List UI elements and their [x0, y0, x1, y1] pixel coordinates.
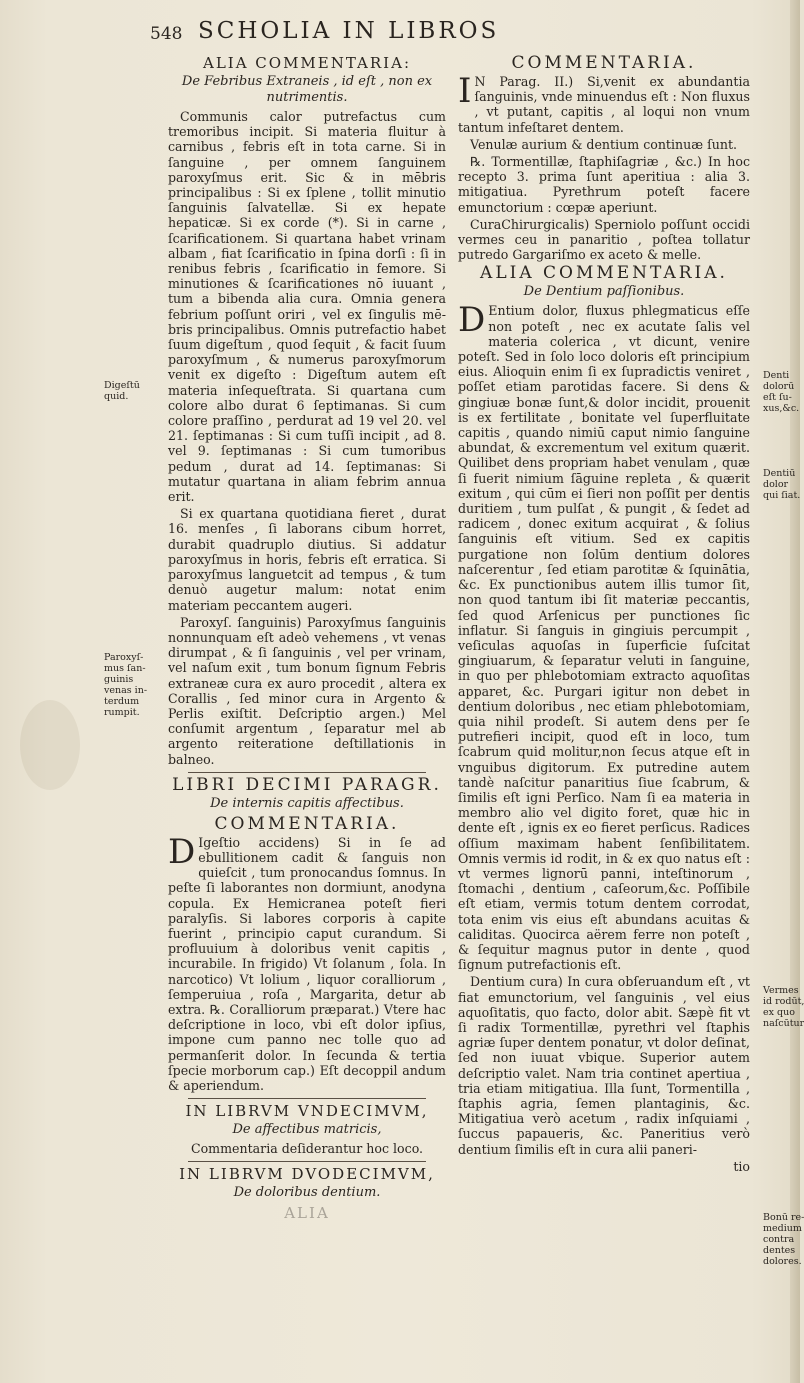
margin-line: dentes — [763, 1245, 796, 1256]
paragraph: Communis calor putrefactus cum tremoribus incipit. Si materia fluitur à carnibus , febris eſt in tota carne. Si in ſanguine , per omnem ſanguinem paroxyſmus erit. Sic & in mēbris principalibus : Si ex ſplene , tollit minutio ſanguinis ſalvatellæ. Si ex hepate hepaticæ. Si ex corde (*). Si in carne , ſcarificationem. Si quartana habet vrinam albam , fiat ſcarificatio in ſpina dorſi : ſi in renibus febris , ſcarificatio in femore. Si minutiones & ſcarificationes nō iuuant , tum a bibenda alia cura. Omnia genera febrium poſſunt oriri , vel ex ſingulis mēbris principalibus. Omnis putrefactio habet ſuum digeſtum , quod ſequit , & facit ſuum paroxyſmum , & numerus paroxyſmorum venit ex digeſto : Digeſtum autem eſt materia inſequeſtrata. Si quartana cum colore albo durat 6 ſeptimanas. Si cum colore praſſino , perdurat ad 19 vel 20. vel 21. ſeptimanas : Si cum tuſſi incipit , ad 8. vel 9. ſeptimanas : Si cum tumoribus pedum , durat ad 14. ſeptimanas: Si mutatur quartana in aliam febrim annua erit. — [168, 109, 446, 505]
paper-stain — [20, 700, 80, 790]
paragraph: Venulæ aurium & dentium continuæ ſunt. — [470, 136, 738, 152]
margin-line: Bonū re- — [763, 1212, 804, 1223]
right-column — [458, 52, 750, 1176]
section-heading: IN LIBRVM VNDECIMVM, — [185, 1102, 429, 1121]
margin-line: Dentiū — [763, 468, 796, 479]
margin-note — [763, 985, 804, 1029]
margin-line: terdum — [104, 696, 140, 707]
margin-line: Paroxyſ- — [104, 652, 144, 663]
paragraph: ℞. Tormentillæ, ſtaphiſagriæ , &c.) In hoc recepto 3. prima ſunt aperitiua : alia 3. mitigatiua. Pyrethrum poteſt facere emunctorium : cœpæ aperiunt. — [458, 154, 750, 215]
page-header — [150, 18, 750, 52]
section-subheading: De affectibus matricis, — [232, 1122, 382, 1138]
divider — [188, 1098, 426, 1099]
margin-line: dolorū — [763, 381, 795, 392]
margin-line: medium — [763, 1223, 802, 1234]
margin-line: ex quo — [763, 1007, 795, 1018]
paragraph: CuraChirurgicalis) Sperniolo poſſunt occidi vermes ceu in panaritio , poſtea tollatur putredo Gargariſmo ex aceto & melle. — [458, 216, 750, 263]
margin-note — [104, 380, 140, 402]
paragraph-text: Entium dolor, fluxus phlegmaticus eſſe non poteſt , nec ex acutate ſalis vel materia colerica , vt dicunt, venire poteſt. Sed in ſolo loco doloris eſt principium eius. Alioquin enim ſi ex ſupradictis veniret , poſſet etiam parotidas facere. Si dens & gingiuæ bonæ ſunt,& dolor incidit, prouenit is ex fertilitate , bonitate vel ſuperfluitate capitis , quando nimiū caput nimio ſanguine abundat, & excrementum vel exitum quærit. Quilibet dens propriam habet venulam , quæ ſi fuerit nimium ſāguine repleta , & quærit exitum , qui cūm ei ſieri non poſſit per dentis duritiem , tum pulſat , & pungit , & ſedet ad radicem , donec exitum acquirat , & ſolius ſanguinis eſt vitium. Sed ex capitis purgatione non ſolūm dentium dolores naſcerentur , ſed etiam parotitæ & ſquinātia, &c. Ex punctionibus autem illis tumor ſit, non quod tantum ibi ſit materiæ peccantis, ſed quod Arſenicus per punctiones ſic inflatur. Si ſanguis in gingiuis percumpit , veſiculas aquoſas in ſuperficie ſuſcitat gingiuarum, & ſeparatur veluti in ſanguine, in quo per phlebotomiam extracto aquoſitas apparet, &c. Purgari igitur non debet in dentium doloribus , nec etiam phlebotomiam, quia nihil prodeſt. Si autem dens per ſe putrefieri incipit, quod eſt in loco, tum ſcabrum quid molitur,non ſecus atque eſt in vnguibus digitorum. Ex putredine autem tandè naſcitur panaritius ſiue ſcabrum, & ſimilis eſt igni Perſico. Nam ſi ea materia in membro alio vel digito foret, quæ hic in dente eſt , ignis ex eo fieret perſicus. Radices oſſium maximam habent ſenſibilitatem. Omnis vermis id rodit, in & ex quo natus eſt : vt vermes lignorū panni, inteſtinorum , ſtomachi , dentium , caſeorum,&c. Poſſibile eſt etiam, vermis totum dentem corrodat, tota enim vis eius eſt abundans acuitas & caliditas. Quocirca aërem ferre non poteſt , & ſequitur magnus putor in dente , quod ſignum putrefactionis eſt. — [458, 303, 750, 973]
paragraph — [458, 71, 750, 135]
paragraph-text: Igeſtio accidens) Si in ſe ad ebullitionem cadit & ſanguis non quieſcit , tum pronocandus ſomnus. In peſte ſi laborantes non dormiunt, anodyna copula. Ex Hemicranea poteſt fieri paralyſis. Si labores corporis à capite fuerint , principio caput curandum. Si profluuium à doloribus venit capitis , incurabile. In frigido) Vt ſolanum , ſola. In narcotico) Vt lolium , liquor coralliorum , ſemperuiua , roſa , Margarita, detur ab extra. ℞. Coralliorum præparat.) Vtere hac deſcriptione in loco, vbi eſt dolor ipſius, impone cum panno nec tolle quo ad permanſerit dolor. In ſecunda & tertia ſpecie morborum cap.) Eſt decoppil andum & aperiendum. — [168, 834, 446, 1093]
paragraph: Si ex quartana quotidiana fieret , durat 16. menſes , ſi laborans cibum horret, durabit quadruplo diutius. Si addatur paroxyſmus in horis, febris eſt erratica. Si paroxyſmus languetcit ad tempus , & tum denuò augetur malum: notat enim materiam peccantem augeri. — [168, 506, 446, 613]
page-edge — [790, 0, 800, 1383]
faded-heading: ALIA — [284, 1204, 330, 1223]
margin-line: guinis — [104, 674, 134, 685]
drop-cap: D — [168, 831, 196, 872]
divider — [188, 1161, 426, 1162]
margin-line: eſt ſu- — [763, 392, 792, 403]
margin-line: dolor — [763, 479, 789, 490]
margin-line: quid. — [104, 391, 129, 402]
paragraph — [458, 300, 750, 973]
section-heading: COMMENTARIA. — [511, 53, 697, 73]
margin-line: naſcūtur — [763, 1018, 804, 1029]
divider — [188, 772, 426, 773]
margin-line: mus ſan- — [104, 663, 146, 674]
running-title: SCHOLIA IN LIBROS — [198, 18, 500, 44]
margin-line: id rodūt, — [763, 996, 804, 1007]
margin-line: Denti — [763, 370, 790, 381]
section-subheading: De Dentium paſſionibus. — [523, 284, 685, 300]
catchword: tio — [733, 1158, 750, 1174]
margin-note — [763, 468, 800, 501]
margin-note — [763, 1212, 804, 1267]
margin-note — [763, 370, 799, 414]
paragraph: Paroxyſ. ſanguinis) Paroxyſmus ſanguinis nonnunquam eſt adeò vehemens , vt venas dirumpat , & ſi ſanguinis , vel per vrinam, vel naſum exit , tum bonum ſignum Febris extraneæ cura ex auro procedit , altera ex Corallis , ſed minor cura in Argento & Perlis exiſtit. Deſcriptio argen.) Mel conſumit argentum , ſeparatur mel ab argento reiteratione deſtillationis in balneo. — [168, 614, 446, 767]
margin-line: Digeſtū — [104, 380, 140, 391]
margin-line: xus,&c. — [763, 403, 800, 414]
section-heading: IN LIBRVM DVODECIMVM, — [179, 1165, 435, 1184]
drop-cap: I — [458, 71, 472, 111]
margin-line: Vermes — [763, 985, 799, 996]
margin-note — [104, 652, 147, 718]
paragraph: Commentaria deſiderantur hoc loco. — [190, 1141, 424, 1157]
section-heading: LIBRI DECIMI PARAGR. — [172, 774, 442, 795]
section-heading: ALIA COMMENTARIA: — [202, 54, 411, 72]
margin-line: dolores. — [763, 1256, 802, 1267]
paragraph: Dentium cura) In cura obſeruandum eſt , vt fiat emunctorium, vel ſanguinis , vel eius aquoſitatis, quo facto, dolor abit. Sæpè fit vt ſi radix Tormentillæ, pyrethri vel ſtaphis agriæ ſuper dentem ponatur, vt dolor deſinat, ſed non iuuat vbique. Superior autem deſcriptio valet. Nam tria continet apertiua , tria etiam mitigatiua. Illa ſunt, Tormentilla , ſtaphis agria, ſemen plantaginis, &c. Mitigatiua verò acetum , radix inſquiami , ſuccus papaueris, &c. Paneritius verò dentium ſimilis eſt in cura alii paneri- — [458, 974, 750, 1157]
paragraph-text: N Parag. II.) Si,venit ex abundantia ſanguinis, vnde minuendus eſt : Non fluxus , vt putant, capitis , al loqui non vnum tantum infeſtaret dentem. — [458, 74, 750, 135]
section-heading: COMMENTARIA. — [214, 813, 400, 834]
margin-line: contra — [763, 1234, 795, 1245]
left-column — [168, 52, 446, 1224]
section-subheading: De Febribus Extraneis , id eſt , non ex nutrimentis. — [181, 74, 433, 105]
paragraph — [168, 831, 446, 1093]
drop-cap: D — [458, 300, 486, 341]
section-subheading: De internis capitis affectibus. — [210, 795, 404, 811]
page-number: 548 — [150, 24, 183, 44]
margin-line: venas in- — [104, 685, 148, 696]
margin-line: rumpit. — [104, 707, 140, 718]
margin-line: qui ſiat. — [763, 490, 801, 501]
section-heading: ALIA COMMENTARIA. — [480, 263, 728, 284]
section-subheading: De doloribus dentium. — [233, 1185, 381, 1201]
